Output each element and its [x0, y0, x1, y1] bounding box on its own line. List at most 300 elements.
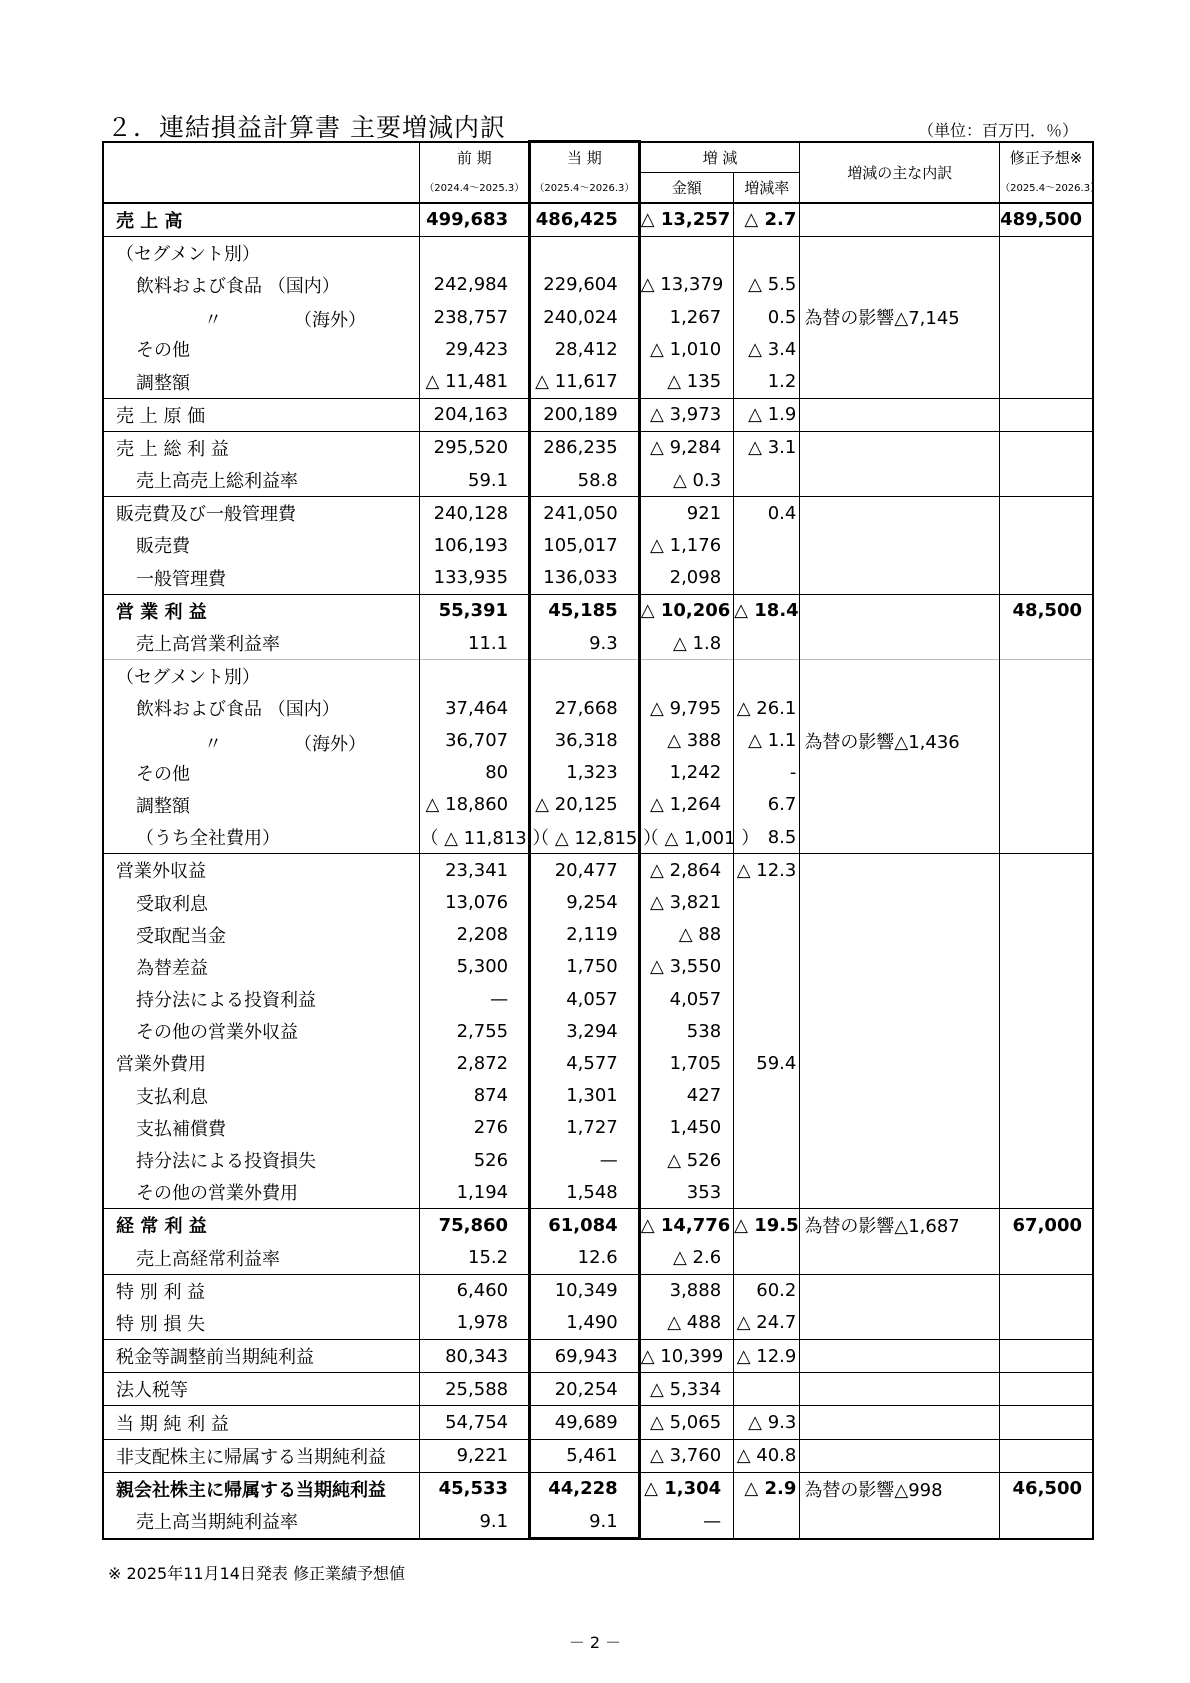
- row-label: 売上高経常利益率: [103, 1242, 420, 1275]
- breakdown-note: [800, 1340, 1000, 1373]
- table-row: [103, 236, 1093, 269]
- change-amount: △ 9,284: [639, 431, 733, 464]
- change-amount: △ 1,010: [639, 333, 733, 365]
- prev-value: 238,757: [420, 301, 530, 333]
- change-amount: △ 10,399: [639, 1340, 733, 1373]
- forecast-value: [1000, 854, 1093, 887]
- breakdown-note: [800, 1274, 1000, 1307]
- breakdown-note: [800, 951, 1000, 983]
- change-amount: △ 3,550: [639, 951, 733, 983]
- table-row: [103, 789, 1093, 821]
- table-row: [103, 1015, 1093, 1047]
- change-rate: [734, 983, 800, 1015]
- breakdown-note: [800, 1439, 1000, 1472]
- curr-value: 1,323: [530, 757, 640, 789]
- row-label: 非支配株主に帰属する当期純利益: [103, 1439, 420, 1472]
- change-amount: （ △ 1,001 ）: [639, 821, 733, 854]
- forecast-value: [1000, 269, 1093, 301]
- table-row: [103, 1047, 1093, 1079]
- segment-label: （海外）: [294, 310, 366, 332]
- change-rate: 8.5: [734, 821, 800, 854]
- table-row: [103, 854, 1093, 887]
- forecast-value: [1000, 497, 1093, 530]
- curr-value: 10,349: [530, 1274, 640, 1307]
- breakdown-note: [800, 1406, 1000, 1439]
- header-breakdown: 増減の主な内訳: [800, 142, 1000, 203]
- breakdown-note: [800, 562, 1000, 595]
- forecast-value: [1000, 951, 1093, 983]
- change-amount: △ 3,821: [639, 886, 733, 918]
- curr-value: 9.1: [530, 1505, 640, 1539]
- prev-value: 9,221: [420, 1439, 530, 1472]
- change-rate: △ 1.9: [734, 398, 800, 431]
- breakdown-note: [800, 1047, 1000, 1079]
- row-label: その他の営業外費用: [103, 1176, 420, 1209]
- forecast-value: [1000, 529, 1093, 561]
- change-amount: △ 13,379: [639, 269, 733, 301]
- change-amount: 1,242: [639, 757, 733, 789]
- forecast-value: [1000, 1505, 1093, 1539]
- curr-value: 4,577: [530, 1047, 640, 1079]
- curr-value: 4,057: [530, 983, 640, 1015]
- change-amount: △ 88: [639, 919, 733, 951]
- change-rate: [734, 236, 800, 269]
- change-rate: [734, 951, 800, 983]
- forecast-value: [1000, 789, 1093, 821]
- curr-value: （ △ 12,815 ）: [530, 821, 640, 854]
- table-row: [103, 1209, 1093, 1242]
- change-amount: 1,705: [639, 1047, 733, 1079]
- row-label: （セグメント別）: [103, 660, 420, 693]
- curr-value: △ 20,125: [530, 789, 640, 821]
- change-amount: △ 3,760: [639, 1439, 733, 1472]
- curr-value: 28,412: [530, 333, 640, 365]
- header-prev-period: 前 期: [420, 142, 530, 173]
- change-rate: [734, 919, 800, 951]
- prev-value: 80: [420, 757, 530, 789]
- change-amount: △ 2.6: [639, 1242, 733, 1275]
- change-amount: △ 1.8: [639, 627, 733, 660]
- table-row: [103, 594, 1093, 627]
- row-label: その他: [103, 333, 420, 365]
- row-label: 売 上 原 価: [103, 398, 420, 431]
- change-amount: △ 2,864: [639, 854, 733, 887]
- change-rate: [734, 660, 800, 693]
- forecast-value: [1000, 1015, 1093, 1047]
- table-row: [103, 1176, 1093, 1209]
- prev-value: 2,208: [420, 919, 530, 951]
- change-amount: 4,057: [639, 983, 733, 1015]
- forecast-value: [1000, 1274, 1093, 1307]
- row-label: 為替差益: [103, 951, 420, 983]
- row-label: 特 別 損 失: [103, 1307, 420, 1340]
- forecast-value: [1000, 627, 1093, 660]
- header-rate: 増減率: [734, 172, 800, 203]
- change-amount: △ 1,176: [639, 529, 733, 561]
- change-rate: 0.4: [734, 497, 800, 530]
- forecast-value: [1000, 660, 1093, 693]
- breakdown-note: [800, 886, 1000, 918]
- curr-value: 105,017: [530, 529, 640, 561]
- table-row: [103, 562, 1093, 595]
- row-label: [103, 725, 420, 757]
- breakdown-note: [800, 757, 1000, 789]
- prev-value: 37,464: [420, 692, 530, 724]
- income-statement-table: [102, 140, 1101, 1540]
- prev-value: △ 18,860: [420, 789, 530, 821]
- change-rate: △ 40.8: [734, 1439, 800, 1472]
- breakdown-note: [800, 660, 1000, 693]
- breakdown-note: [800, 821, 1000, 854]
- change-amount: △ 13,257: [639, 203, 733, 237]
- curr-value: 9.3: [530, 627, 640, 660]
- table-row: [103, 1144, 1093, 1176]
- breakdown-note: 為替の影響△1,687: [800, 1209, 1000, 1242]
- prev-value: 295,520: [420, 431, 530, 464]
- header-amount: 金額: [639, 172, 733, 203]
- row-label: 支払補償費: [103, 1112, 420, 1144]
- change-rate: △ 18.4: [734, 594, 800, 627]
- curr-value: 1,548: [530, 1176, 640, 1209]
- table-row: [103, 301, 1093, 333]
- breakdown-note: [800, 983, 1000, 1015]
- row-label: 受取利息: [103, 886, 420, 918]
- table-row: [103, 1505, 1093, 1539]
- change-rate: [734, 562, 800, 595]
- prev-value: 276: [420, 1112, 530, 1144]
- table-row: [103, 1373, 1093, 1406]
- breakdown-note: [800, 1505, 1000, 1539]
- change-rate: 60.2: [734, 1274, 800, 1307]
- table-row: [103, 627, 1093, 660]
- change-amount: △ 135: [639, 365, 733, 398]
- forecast-value: 67,000: [1000, 1209, 1093, 1242]
- change-rate: 59.4: [734, 1047, 800, 1079]
- row-label: 特 別 利 益: [103, 1274, 420, 1307]
- breakdown-note: 為替の影響△7,145: [800, 301, 1000, 333]
- change-rate: [734, 529, 800, 561]
- row-label: 経 常 利 益: [103, 1209, 420, 1242]
- change-amount: △ 388: [639, 725, 733, 757]
- change-amount: △ 1,264: [639, 789, 733, 821]
- change-amount: △ 5,334: [639, 1373, 733, 1406]
- row-label: 売 上 総 利 益: [103, 431, 420, 464]
- row-label: 税金等調整前当期純利益: [103, 1340, 420, 1373]
- change-rate: △ 3.1: [734, 431, 800, 464]
- forecast-value: 48,500: [1000, 594, 1093, 627]
- table-row: [103, 529, 1093, 561]
- table-row: [103, 1340, 1093, 1373]
- forecast-value: [1000, 301, 1093, 333]
- header-blank: [103, 142, 420, 203]
- prev-value: 15.2: [420, 1242, 530, 1275]
- change-rate: [734, 1176, 800, 1209]
- breakdown-note: [800, 398, 1000, 431]
- curr-value: 49,689: [530, 1406, 640, 1439]
- prev-value: 242,984: [420, 269, 530, 301]
- prev-value: 45,533: [420, 1472, 530, 1505]
- breakdown-note: [800, 365, 1000, 398]
- row-label: 売 上 高: [103, 203, 420, 237]
- row-label: 販売費及び一般管理費: [103, 497, 420, 530]
- breakdown-note: [800, 594, 1000, 627]
- breakdown-note: [800, 1015, 1000, 1047]
- curr-value: —: [530, 1144, 640, 1176]
- forecast-value: [1000, 886, 1093, 918]
- table-row: [103, 464, 1093, 497]
- breakdown-note: [800, 464, 1000, 497]
- header-forecast-range: （2025.4～2026.3）: [1000, 183, 1101, 195]
- page-title: ２．連結損益計算書 主要増減内訳: [107, 113, 506, 142]
- change-rate: △ 26.1: [734, 692, 800, 724]
- row-label: 飲料および食品 （国内）: [103, 692, 420, 724]
- change-amount: 2,098: [639, 562, 733, 595]
- curr-value: 44,228: [530, 1472, 640, 1505]
- curr-value: 9,254: [530, 886, 640, 918]
- row-label: 飲料および食品 （国内）: [103, 269, 420, 301]
- prev-value: 874: [420, 1080, 530, 1112]
- change-rate: △ 1.1: [734, 725, 800, 757]
- header-change: 増 減: [639, 142, 800, 173]
- table-row: [103, 333, 1093, 365]
- prev-value: 1,978: [420, 1307, 530, 1340]
- change-amount: △ 488: [639, 1307, 733, 1340]
- row-label: 当 期 純 利 益: [103, 1406, 420, 1439]
- curr-value: 1,727: [530, 1112, 640, 1144]
- curr-value: 27,668: [530, 692, 640, 724]
- prev-value: —: [420, 983, 530, 1015]
- header-curr-range: （2025.4～2026.3）: [530, 172, 640, 203]
- change-amount: △ 14,776: [639, 1209, 733, 1242]
- breakdown-note: [800, 333, 1000, 365]
- change-amount: [639, 236, 733, 269]
- change-rate: [734, 1242, 800, 1275]
- change-rate: △ 12.9: [734, 1340, 800, 1373]
- forecast-value: [1000, 236, 1093, 269]
- curr-value: 200,189: [530, 398, 640, 431]
- curr-value: 1,490: [530, 1307, 640, 1340]
- prev-value: 106,193: [420, 529, 530, 561]
- change-rate: [734, 464, 800, 497]
- prev-value: 59.1: [420, 464, 530, 497]
- forecast-value: [1000, 365, 1093, 398]
- prev-value: 2,872: [420, 1047, 530, 1079]
- change-rate: [734, 627, 800, 660]
- prev-value: 499,683: [420, 203, 530, 237]
- row-label: [103, 301, 420, 333]
- forecast-value: [1000, 562, 1093, 595]
- prev-value: 75,860: [420, 1209, 530, 1242]
- change-rate: △ 2.9: [734, 1472, 800, 1505]
- prev-value: 25,588: [420, 1373, 530, 1406]
- breakdown-note: [800, 269, 1000, 301]
- forecast-value: [1000, 983, 1093, 1015]
- forecast-value: [1000, 1307, 1093, 1340]
- prev-value: 80,343: [420, 1340, 530, 1373]
- forecast-value: [1000, 1242, 1093, 1275]
- prev-value: 29,423: [420, 333, 530, 365]
- breakdown-note: [800, 692, 1000, 724]
- change-amount: △ 0.3: [639, 464, 733, 497]
- prev-value: 526: [420, 1144, 530, 1176]
- forecast-value: [1000, 1112, 1093, 1144]
- row-label: （セグメント別）: [103, 236, 420, 269]
- prev-value: 2,755: [420, 1015, 530, 1047]
- curr-value: 1,750: [530, 951, 640, 983]
- prev-value: 133,935: [420, 562, 530, 595]
- table-row: [103, 497, 1093, 530]
- forecast-value: [1000, 1080, 1093, 1112]
- forecast-value: [1000, 333, 1093, 365]
- row-label: 売上高当期純利益率: [103, 1505, 420, 1539]
- table-row: [103, 1472, 1093, 1505]
- breakdown-note: [800, 1307, 1000, 1340]
- prev-value: 9.1: [420, 1505, 530, 1539]
- table-row: [103, 1439, 1093, 1472]
- change-amount: 427: [639, 1080, 733, 1112]
- change-amount: 1,267: [639, 301, 733, 333]
- breakdown-note: [800, 497, 1000, 530]
- prev-value: 204,163: [420, 398, 530, 431]
- change-amount: 538: [639, 1015, 733, 1047]
- row-label: 持分法による投資利益: [103, 983, 420, 1015]
- curr-value: 3,294: [530, 1015, 640, 1047]
- change-rate: [734, 1112, 800, 1144]
- row-label: 営業外費用: [103, 1047, 420, 1079]
- curr-value: △ 11,617: [530, 365, 640, 398]
- row-label: 支払利息: [103, 1080, 420, 1112]
- forecast-value: [1000, 692, 1093, 724]
- change-rate: △ 3.4: [734, 333, 800, 365]
- table-row: [103, 1242, 1093, 1275]
- curr-value: 486,425: [530, 203, 640, 237]
- prev-value: （ △ 11,813 ）: [420, 821, 530, 854]
- table-row: [103, 1307, 1093, 1340]
- prev-value: 5,300: [420, 951, 530, 983]
- forecast-value: [1000, 1373, 1093, 1406]
- prev-value: 55,391: [420, 594, 530, 627]
- row-label: 営 業 利 益: [103, 594, 420, 627]
- row-label: 売上高売上総利益率: [103, 464, 420, 497]
- unit-note: （単位：百万円．％）: [918, 121, 1079, 140]
- forecast-value: [1000, 398, 1093, 431]
- prev-value: 1,194: [420, 1176, 530, 1209]
- table-row: [103, 365, 1093, 398]
- change-rate: -: [734, 757, 800, 789]
- row-label: 営業外収益: [103, 854, 420, 887]
- breakdown-note: [800, 789, 1000, 821]
- curr-value: 45,185: [530, 594, 640, 627]
- breakdown-note: [800, 854, 1000, 887]
- header-prev-range: （2024.4～2025.3）: [420, 172, 530, 203]
- change-rate: [734, 1505, 800, 1539]
- prev-value: 240,128: [420, 497, 530, 530]
- change-rate: △ 19.5: [734, 1209, 800, 1242]
- change-amount: 921: [639, 497, 733, 530]
- change-rate: [734, 1015, 800, 1047]
- change-rate: △ 2.7: [734, 203, 800, 237]
- footnote: ※ 2025年11月14日発表 修正業績予想値: [108, 1564, 406, 1583]
- curr-value: 5,461: [530, 1439, 640, 1472]
- curr-value: 61,084: [530, 1209, 640, 1242]
- breakdown-note: [800, 1242, 1000, 1275]
- curr-value: 20,477: [530, 854, 640, 887]
- change-amount: △ 526: [639, 1144, 733, 1176]
- change-rate: △ 5.5: [734, 269, 800, 301]
- table-row: [103, 757, 1093, 789]
- table-row: [103, 725, 1093, 757]
- row-label: 法人税等: [103, 1373, 420, 1406]
- change-amount: [639, 660, 733, 693]
- table-body: [103, 203, 1093, 1539]
- forecast-value: [1000, 1439, 1093, 1472]
- table-row: [103, 951, 1093, 983]
- curr-value: 36,318: [530, 725, 640, 757]
- table-row: [103, 692, 1093, 724]
- change-amount: 3,888: [639, 1274, 733, 1307]
- ditto-mark: 〃: [204, 310, 222, 332]
- prev-value: 6,460: [420, 1274, 530, 1307]
- breakdown-note: [800, 529, 1000, 561]
- breakdown-note: 為替の影響△998: [800, 1472, 1000, 1505]
- table-row: [103, 886, 1093, 918]
- curr-value: 58.8: [530, 464, 640, 497]
- row-label: 販売費: [103, 529, 420, 561]
- curr-value: 229,604: [530, 269, 640, 301]
- change-amount: 1,450: [639, 1112, 733, 1144]
- table-row: [103, 919, 1093, 951]
- prev-value: 23,341: [420, 854, 530, 887]
- curr-value: 241,050: [530, 497, 640, 530]
- breakdown-note: [800, 203, 1000, 237]
- table-row: [103, 269, 1093, 301]
- breakdown-note: [800, 1080, 1000, 1112]
- change-rate: [734, 1373, 800, 1406]
- prev-value: [420, 236, 530, 269]
- prev-value: 11.1: [420, 627, 530, 660]
- forecast-value: [1000, 431, 1093, 464]
- forecast-value: [1000, 821, 1093, 854]
- change-amount: △ 3,973: [639, 398, 733, 431]
- change-amount: 353: [639, 1176, 733, 1209]
- ditto-mark: 〃: [204, 733, 222, 755]
- curr-value: 240,024: [530, 301, 640, 333]
- table-row: [103, 398, 1093, 431]
- forecast-value: [1000, 1406, 1093, 1439]
- breakdown-note: 為替の影響△1,436: [800, 725, 1000, 757]
- breakdown-note: [800, 1176, 1000, 1209]
- forecast-value: [1000, 725, 1093, 757]
- forecast-value: [1000, 757, 1093, 789]
- breakdown-note: [800, 1144, 1000, 1176]
- forecast-value: 489,500: [1000, 203, 1093, 237]
- curr-value: 1,301: [530, 1080, 640, 1112]
- change-amount: —: [639, 1505, 733, 1539]
- forecast-value: [1000, 1176, 1093, 1209]
- table-row: [103, 821, 1093, 854]
- change-amount: △ 9,795: [639, 692, 733, 724]
- curr-value: 69,943: [530, 1340, 640, 1373]
- table-row: [103, 1080, 1093, 1112]
- change-amount: △ 10,206: [639, 594, 733, 627]
- forecast-value: [1000, 1047, 1093, 1079]
- change-rate: 1.2: [734, 365, 800, 398]
- change-amount: △ 1,304: [639, 1472, 733, 1505]
- table-row: [103, 1406, 1093, 1439]
- breakdown-note: [800, 1112, 1000, 1144]
- forecast-value: [1000, 1144, 1093, 1176]
- row-label: 持分法による投資損失: [103, 1144, 420, 1176]
